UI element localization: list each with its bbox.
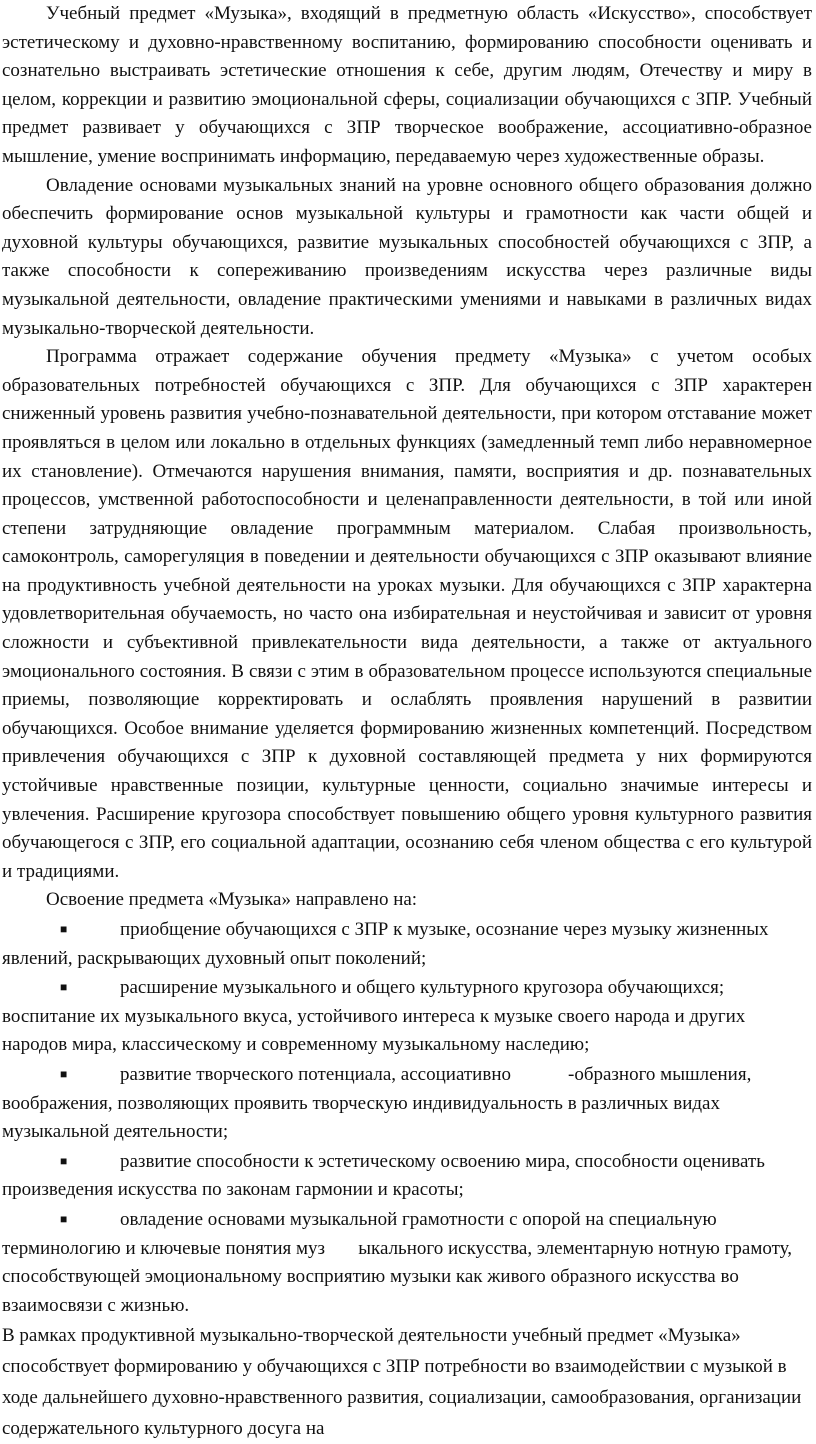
list-item — [2, 1147, 812, 1205]
list-item — [2, 1060, 812, 1147]
list-item-text: развитие творческого потенциала, ассоциативно -образного мышления, воображения, позволяющих проявить творческую индивидуальность в различных видах музыкальной деятельности; — [2, 1063, 757, 1143]
list-item — [2, 973, 812, 1060]
list-item-text: приобщение обучающихся с ЗПР к музыке, осознание через музыку жизненных явлений, раскрывающих духовный опыт поколений; — [2, 919, 769, 969]
goals-list — [2, 915, 812, 1320]
square-bullet-icon: ■ — [60, 1153, 68, 1168]
list-intro: Освоение предмета «Музыка» направлено на: — [46, 889, 418, 911]
square-bullet-icon: ■ — [60, 1211, 68, 1226]
square-bullet-icon: ■ — [60, 1066, 68, 1081]
square-bullet-icon: ■ — [60, 922, 68, 936]
list-item-text: овладение основами музыкальной грамотности с опорой на специальную терминологию и ключевые понятия муз ыкального искусства, элементарную нотную грамоту, способствующей эмоциональному восприятию музыки как живого образного искусства во взаимосвязи с жизнью. — [2, 1208, 797, 1316]
square-bullet-icon: ■ — [60, 980, 68, 995]
list-item-text: развитие способности к эстетическому освоению мира, способности оценивать произведения искусства по законам гармонии и красоты; — [2, 1150, 765, 1201]
list-item — [2, 915, 812, 973]
closing-paragraph: В рамках продуктивной музыкально-творческой деятельности учебный предмет «Музыка» способствует формированию у обучающихся с ЗПР потребности во взаимодействии с музыкой в ходе дальнейшего духовно-нравственного развития, социализации, самообразования, организации содержательного культурного досуга на — [2, 1325, 802, 1440]
paragraph-music-knowledge: Овладение основами музыкальных знаний на уровне основного общего образования должно обеспечить формирование основ музыкальной культуры и грамотности как части общей и духовной культуры обучающихся, развитие музыкальных способностей обучающихся с ЗПР, а также способности к сопереживанию произведениям искусства через различные виды музыкальной деятельности, овладение практическими умениями и навыками в различных видах музыкально-творческой деятельности. — [2, 174, 812, 339]
list-item-text: расширение музыкального и общего культурного кругозора обучающихся; воспитание их музыкального вкуса, устойчивого интереса к музыке своего народа и других народов мира, классическому и современному музыкальному наследию; — [2, 977, 746, 1056]
paragraph-program-content: Программа отражает содержание обучения предмету «Музыка» с учетом особых образовательных потребностей обучающихся с ЗПР. Для обучающихся с ЗПР характерен сниженный уровень развития учебно-познавательной деятельности, при котором отставание может проявляться в целом или локально в отдельных функциях (замедленный темп либо неравномерное их становление). Отмечаются нарушения внимания, памяти, восприятия и др. познавательных процессов, умственной работоспособности и целенаправленности деятельности, в той или иной степени затрудняющие овладение программным материалом. Слабая произвольность, самоконтроль, саморегуляция в поведении и деятельности обучающихся с ЗПР оказывают влияние на продуктивность учебной деятельности на уроках музыки. Для обучающихся с ЗПР характерна удовлетворительная обучаемость, но часто она избирательная и неустойчивая и зависит от уровня сложности и субъективной привлекательности вида деятельности, а также от актуального эмоционального состояния. В связи с этим в образовательном процессе используются специальные приемы, позволяющие корректировать и ослаблять проявления нарушений в развитии обучающихся. Особое внимание уделяется формированию жизненных компетенций. Посредством привлечения обучающихся с ЗПР к духовной составляющей предмета у них формируются устойчивые нравственные позиции, культурные ценности, социально значимые интересы и увлечения. Расширение кругозора способствует повышению общего уровня культурного развития обучающегося с ЗПР, его социальной адаптации, осознанию себя членом общества с его культурой и традициями. — [2, 346, 812, 882]
paragraph-subject-purpose: Учебный предмет «Музыка», входящий в предметную область «Искусство», способствует эстетическому и духовно-нравственному воспитанию, формированию способности оценивать и сознательно выстраивать эстетические отношения к себе, другим людям, Отечеству и миру в целом, коррекции и развитию эмоциональной сферы, социализации обучающихся с ЗПР. Учебный предмет развивает у обучающихся с ЗПР творческое воображение, ассоциативно-образное мышление, умение воспринимать информацию, передаваемую через художественные образы. — [2, 3, 812, 167]
list-item — [2, 1205, 812, 1320]
